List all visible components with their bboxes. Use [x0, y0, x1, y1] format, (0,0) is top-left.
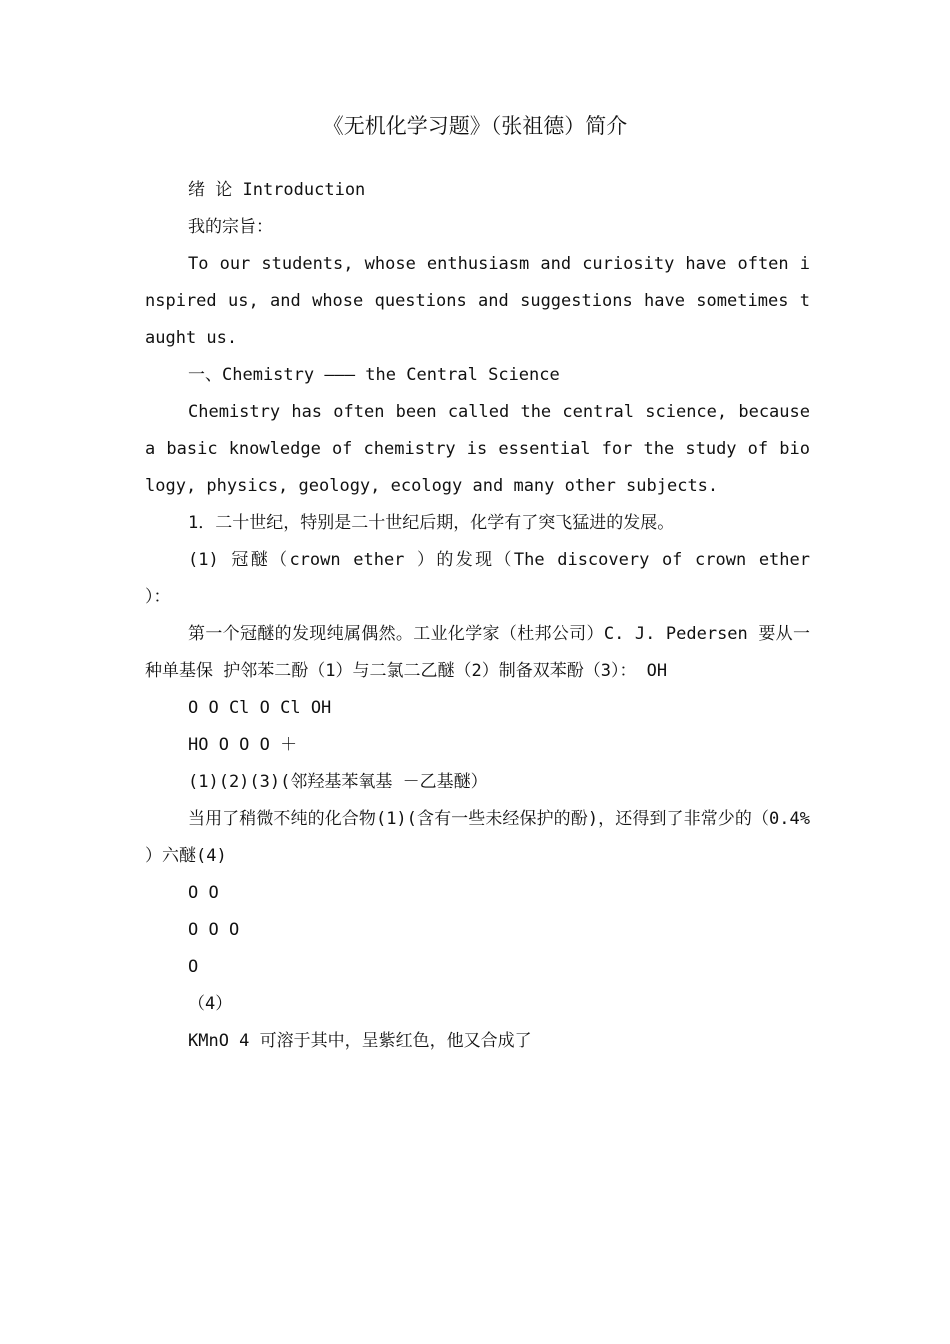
- document-body: [145, 172, 810, 1060]
- paragraph-crown-ether-discovery: (1) 冠醚（crown ether ）的发现（The discovery of crown ether ）：: [145, 550, 810, 607]
- paragraph-central-science: Chemistry has often been called the central science, because a basic knowledge of chemistry is essential for the study of biology, physics, geology, ecology and many other subjects.: [145, 402, 810, 496]
- paragraph-kmno4: KMnO 4 可溶于其中，呈紫红色，他又合成了: [188, 1031, 532, 1051]
- structure-line-3: O: [188, 957, 199, 977]
- section-heading-central-science: 一、Chemistry ——— the Central Science: [188, 365, 560, 385]
- paragraph-twentieth-century: 1．二十世纪，特别是二十世纪后期，化学有了突飞猛进的发展。: [188, 513, 675, 533]
- document-title: 《无机化学习题》（张祖德）简介: [322, 114, 628, 138]
- paragraph-pedersen: 第一个冠醚的发现纯属偶然。工业化学家（杜邦公司）C. J. Pedersen 要从一种单基保 护邻苯二酚（1）与二氯二乙醚（2）制备双苯酚（3）： OH: [145, 624, 810, 681]
- formula-line-2: HO O O O ＋: [188, 735, 298, 755]
- structure-label: （4）: [188, 994, 233, 1014]
- formula-caption: (1)(2)(3)(邻羟基苯氧基 －乙基醚）: [188, 772, 488, 792]
- paragraph-purpose-label: 我的宗旨：: [188, 217, 273, 237]
- structure-line-2: O O O: [188, 920, 240, 940]
- structure-line-1: O O: [188, 883, 219, 903]
- paragraph-dedication: To our students, whose enthusiasm and curiosity have often inspired us, and whose questions and suggestions have sometimes taught us.: [145, 254, 810, 348]
- section-heading-introduction: 绪 论 Introduction: [188, 180, 366, 200]
- formula-line-1: O O Cl O Cl OH: [188, 698, 332, 718]
- paragraph-impure-compound: 当用了稍微不纯的化合物(1)(含有一些未经保护的酚)，还得到了非常少的（0.4% ）六醚(4): [145, 809, 810, 866]
